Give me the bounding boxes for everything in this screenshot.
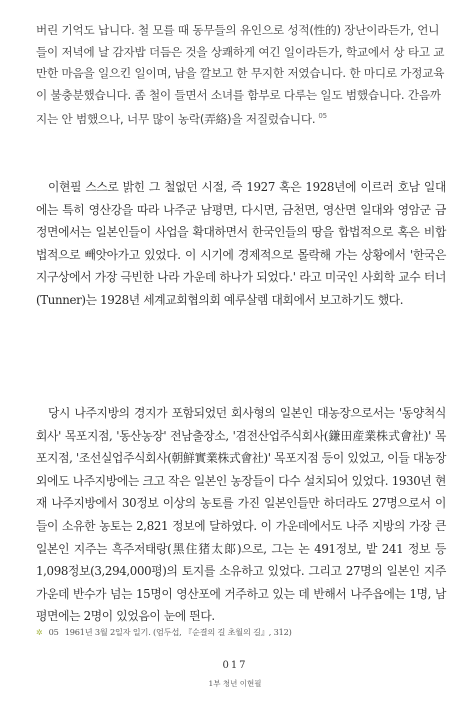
footnote-text: 1961년 3월 2일자 일기. (엄두섭, 『순결의 길 초월의 길』, 312) [64,627,292,637]
page-number: 017 [222,660,248,671]
footnote-number: 05 [48,627,59,637]
body-paragraph-2 [36,402,446,628]
paragraph-text: 당시 나주지방의 경지가 포함되었던 회사형의 일본인 대농장으로서는 '동양척식회사' 목포지점, '동산농장' 전남출장소, '겸전산업주식회사(鎌田産業株式會社)' 목포지점, '조선실업주식회사(朝鮮實業株式會社)' 목포지점 등이 있었고, 이들 대농장외에도 나주지방에는 크고 작은 일본인 농장들이 다수 설치되어 있었다. 1930년 현재 나주지방에서 30정보 이상의 농토를 가진 일본인들만 하더라도 27명으로서 이들이 소유한 농토는 2,821 정보에 달하였다. 이 가운데에서도 나주 지방의 가장 큰 일본인 지주는 흑주저태랑(黑住猪太郞)으로, 그는 논 491정보, 밭 241 정보 등 1,098정보(3,294,000평)의 토지를 소유하고 있었다. 그리고 27명의 일본인 지주 가운데 반수가 넘는 15명이 영산포에 거주하고 있는 데 반해서 나주읍에는 1명, 남평면에는 2명이 있었음이 눈에 띈다. [36,406,446,624]
body-paragraph-1 [36,176,446,312]
footnote [36,627,456,638]
quoted-passage [36,20,446,130]
quote-footnote-ref: 05 [318,112,327,120]
quote-text: 버린 기억도 납니다. 철 모를 때 동무들의 유인으로 성적(性的) 장난이라든가, 언니들이 저녁에 날 감자밥 더듬은 것을 상쾌하게 여긴 일이라든가, 학교에서 상 타고 교만한 마음을 일으킨 일이며, 남을 깔보고 한 무지한 저였습니다. 한 마디로 가정교육이 불충분했습니다. 좀 철이 들면서 소녀를 함부로 다루는 일도 범했습니다. 간음까지는 안 범했으나, 너무 많이 농락(弄絡)을 저질렀습니다. [36,23,445,126]
running-footer: 1부 청년 이현필 [208,679,262,688]
footnote-marker-icon: ✲ [36,627,43,637]
paragraph-text: 이현필 스스로 밝힌 그 철없던 시절, 즉 1927 혹은 1928년에 이르러 호남 일대에는 특히 영산강을 따라 나주군 남평면, 다시면, 금천면, 영산면 일대와 영암군 금정면에서는 일본인들이 사업을 확대하면서 한국인들의 땅을 합법적으로 혹은 비합법적으로 빼앗아가고 있었다. 이 시기에 경제적으로 몰락해 가는 상황에서 '한국은 지구상에서 가장 극빈한 나라 가운데 하나가 되었다.' 라고 미국인 사회학 교수 터너(Tunner)는 1928년 세계교회협의회 예루살렘 대회에서 보고하기도 했다. [36,180,446,307]
